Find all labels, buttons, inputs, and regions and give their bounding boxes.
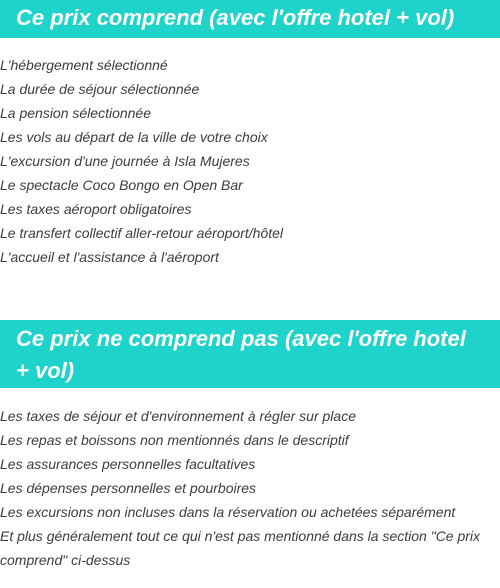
included-item: Les vols au départ de la ville de votre choix (0, 129, 268, 145)
excluded-item: Les assurances personnelles facultatives (0, 456, 256, 472)
excluded-items-list (0, 404, 500, 572)
excluded-item: Les excursions non incluses dans la réservation ou achetées séparément (0, 504, 456, 520)
included-item: La durée de séjour sélectionnée (0, 81, 200, 97)
excluded-item: Les dépenses personnelles et pourboires (0, 480, 257, 496)
included-items-list (0, 53, 500, 269)
included-item: Les taxes aéroport obligatoires (0, 201, 192, 217)
included-item: L'accueil et l'assistance à l'aéroport (0, 249, 219, 265)
included-item: Le spectacle Coco Bongo en Open Bar (0, 177, 243, 193)
excluded-item: Les repas et boissons non mentionnés dans le descriptif (0, 432, 349, 448)
included-item: La pension sélectionnée (0, 105, 152, 121)
excluded-section-title: Ce prix ne comprend pas (avec l'offre hotel + vol) (0, 320, 500, 388)
included-item: Le transfert collectif aller-retour aéroport/hôtel (0, 225, 283, 241)
excluded-item: Les taxes de séjour et d'environnement à régler sur place (0, 408, 356, 424)
excluded-item: Et plus généralement tout ce qui n'est pas mentionné dans la section "Ce prix comprend" ci-dessus (0, 528, 481, 568)
included-section-title: Ce prix comprend (avec l'offre hotel + vol) (0, 0, 500, 38)
included-item: L'excursion d'une journée à Isla Mujeres (0, 153, 250, 169)
included-item: L'hébergement sélectionné (0, 57, 168, 73)
